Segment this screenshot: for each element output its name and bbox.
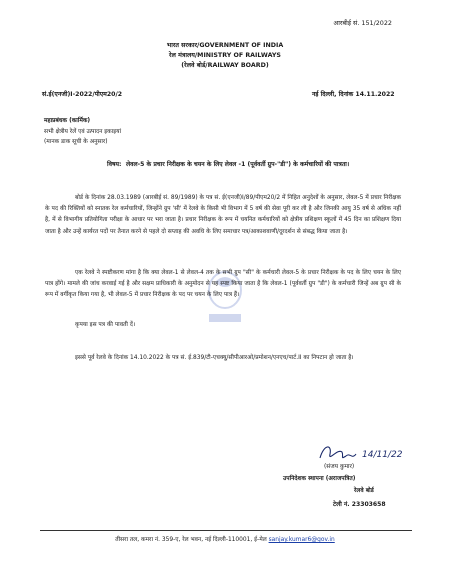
letterhead-government: भारत सरकार/GOVERNMENT OF INDIA [166, 42, 284, 49]
signature-date: 14/11/22 [362, 450, 403, 460]
signatory-telephone: टेली नं. 23303658 [333, 501, 386, 508]
signatory-board: रेलवे बोर्ड [354, 488, 374, 494]
paragraph-3: कृपया इस पत्र की पावती दें। [75, 322, 136, 328]
subject-label: विषय: [107, 161, 122, 168]
letterhead [0, 41, 450, 71]
rbe-number: आरबीई सं. 151/2022 [333, 19, 392, 27]
addressee-line-2: सभी क्षेत्रीय रेलें एवं उत्पादन इकाइयां [44, 128, 122, 135]
footer-email-link[interactable]: sanjay.kumar6@gov.in [268, 537, 335, 543]
reference-number: सं.ई(एनजी)I-2022/पीएम20/2 [42, 91, 123, 98]
paragraph-2: एक रेलवे ने स्पष्टीकरण मांगा है कि क्या लेवल-1 से लेवल-4 तक के सभी ग्रुप "सी" के कर्मचारी लेवल-5 के प्रचार निरीक्षक के पद के लिए चयन के लिए पात्र होंगे। मामले की जांच करवाई गई है और सक्षम प्राधिकारी के अनुमोदन से यह स्पष्ट किया जाता है कि लेवल-1 (पूर्ववर्ती ग्रुप "डी") के कर्मचारी जिन्हें अब ग्रुप सी के रूप में वर्गीकृत किया गया है, भी लेवल-5 में प्रचार निरीक्षक के पद पर चयन के लिए पात्र हैं। [45, 270, 401, 299]
addressee-line-3: (मानक डाक सूची के अनुसार) [44, 139, 108, 145]
signatory-name: (संजय कुमार) [324, 464, 355, 470]
paragraph-4: इससे पूर्व रेलवे के दिनांक 14.10.2022 के पत्र सं. ई.839/टी-एचक्यू/सीपीआरओ/प्रमोशन/एनएच/पार्ट.II का निपटान हो जाता है। [75, 355, 354, 361]
addressee-block [44, 116, 121, 148]
signatory-designation: उपनिदेशक स्थापना (अराजपत्रित) [283, 476, 356, 482]
letterhead-board: (रेलवे बोर्ड/RAILWAY BOARD) [181, 62, 269, 69]
letterhead-ministry: रेल मंत्रालय/MINISTRY OF RAILWAYS [169, 52, 281, 59]
addressee-line-1: महाप्रबंधक (कार्मिक) [44, 118, 91, 124]
footer-divider [40, 530, 412, 531]
footer-address [0, 535, 450, 543]
date-line: नई दिल्ली, दिनांक 14.11.2022 [312, 91, 395, 98]
paragraph-1: बोर्ड के दिनांक 28.03.1989 (आरबीई सं. 89/1989) के पत्र सं. ई(एनजी)I/89/पीएम20/2 में निहित अनुदेशों के अनुसार, लेवल-5 में प्रचार निरीक्षक के पद की रिक्तियों को स्नातक रेल कर्मचारियों, जिन्होंने ग्रुप 'सी' में रेलवे के किसी भी विभाग में 5 वर्ष की सेवा पूरी कर ली है और जिनकी आयु 35 वर्ष से अधिक नहीं है, में से विभागीय प्रतियोगिता परीक्षा के आधार पर भरा जाता है। प्रचार निरीक्षक के रूप में चयनित कर्मचारियों को क्षेत्रीय प्रशिक्षण स्कूलों में 45 दिन का प्रशिक्षण दिया जाता है और उन्हें कार्यरत पदों पर तैनात करने से पहले दो सप्ताह की अवधि के लिए समाचार पत्र/आकाशवाणी/दूरदर्शन से संबद्ध किया जाता है। [45, 195, 401, 235]
subject-text: लेवल-5 के प्रचार निरीक्षक के चयन के लिए लेवल -1 (पूर्ववर्ती ग्रुप-"डी") के कर्मचारियों की पात्रता। [126, 161, 350, 168]
footer-address-text: तीसरा तल, कमरा नं. 359-ए, रेल भवन, नई दिल्ली-110001, ई-मेल [115, 537, 269, 543]
